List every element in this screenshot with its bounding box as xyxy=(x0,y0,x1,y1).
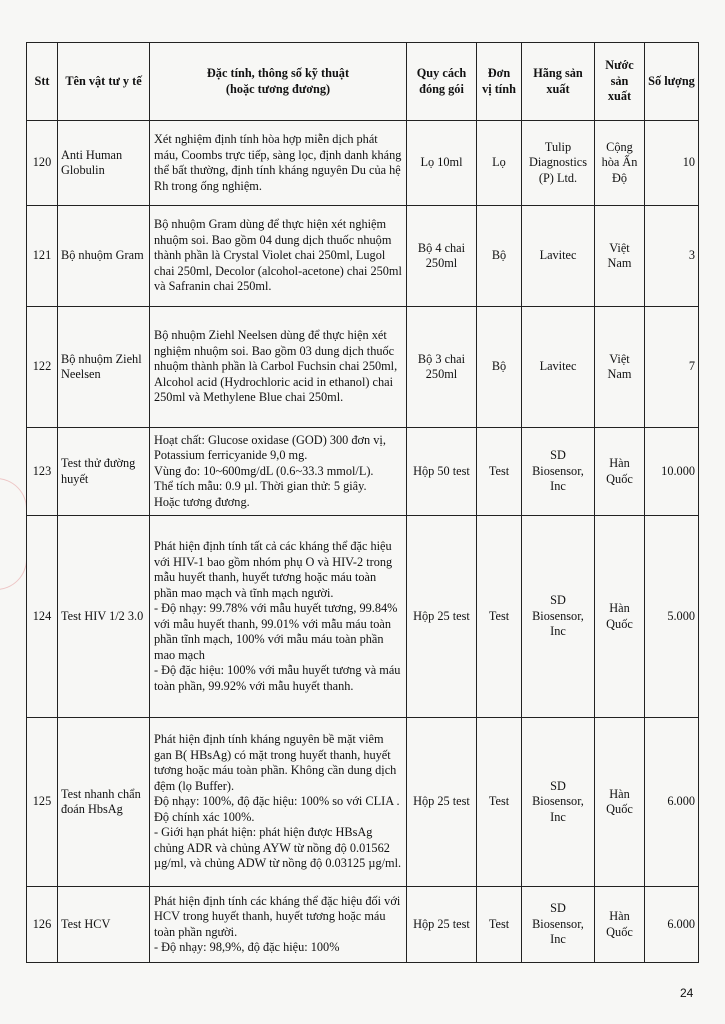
row-maker: Lavitec xyxy=(522,307,595,428)
spec-line: Xét nghiệm định tính hòa hợp miễn dịch phát máu, Coombs trực tiếp, sàng lọc, định danh kháng thể bất thường, định tính kháng nguyên Du của hệ Rh trong ống nghiệm. xyxy=(154,132,402,193)
row-maker: SD Biosensor, Inc xyxy=(522,428,595,516)
spec-line: Phát hiện định tính các kháng thể đặc hiệu đối với HCV trong huyết thanh, huyết tương hoặc máu toàn phần người. xyxy=(154,893,401,939)
row-item-name: Bộ nhuộm Ziehl Neelsen xyxy=(58,307,150,428)
row-country: Hàn Quốc xyxy=(595,718,645,887)
row-maker: Lavitec xyxy=(522,206,595,307)
row-item-name: Test thử đường huyết xyxy=(58,428,150,516)
spec-line: Hoặc tương đương. xyxy=(154,494,250,509)
row-spec xyxy=(150,516,407,718)
table-row xyxy=(27,428,699,516)
row-maker: SD Biosensor, Inc xyxy=(522,887,595,963)
row-qty: 3 xyxy=(645,206,699,307)
red-stamp-mark xyxy=(0,478,27,590)
row-maker: SD Biosensor, Inc xyxy=(522,516,595,718)
row-stt: 123 xyxy=(27,428,58,516)
page-number: 24 xyxy=(680,986,694,1000)
row-qty: 10.000 xyxy=(645,428,699,516)
row-stt: 120 xyxy=(27,121,58,206)
row-spec xyxy=(150,121,407,206)
table-row xyxy=(27,206,699,307)
row-country: Cộng hòa Ấn Độ xyxy=(595,121,645,206)
row-unit: Test xyxy=(477,718,522,887)
row-qty: 7 xyxy=(645,307,699,428)
row-pack: Lọ 10ml xyxy=(407,121,477,206)
spec-line: Vùng đo: 10~600mg/dL (0.6~33.3 mmol/L). xyxy=(154,463,374,478)
header-name: Tên vật tư y tế xyxy=(58,43,150,121)
spec-line: Hoạt chất: Glucose oxidase (GOD) 300 đơn vị, Potassium ferricyanide 9,0 mg. xyxy=(154,432,386,463)
row-unit: Test xyxy=(477,516,522,718)
spec-line: - Độ đặc hiệu: 100% với mẫu huyết tương và máu toàn phần, 99.92% với mẫu huyết thanh. xyxy=(154,663,401,693)
row-country: Việt Nam xyxy=(595,206,645,307)
row-item-name: Test nhanh chẩn đoán HbsAg xyxy=(58,718,150,887)
table-row xyxy=(27,516,699,718)
row-spec xyxy=(150,307,407,428)
row-pack: Hộp 25 test xyxy=(407,887,477,963)
row-maker: Tulip Diagnostics (P) Ltd. xyxy=(522,121,595,206)
row-spec xyxy=(150,887,407,963)
table-row xyxy=(27,307,699,428)
row-country: Việt Nam xyxy=(595,307,645,428)
row-unit: Test xyxy=(477,887,522,963)
row-pack: Bộ 4 chai 250ml xyxy=(407,206,477,307)
row-qty: 5.000 xyxy=(645,516,699,718)
row-stt: 121 xyxy=(27,206,58,307)
row-stt: 122 xyxy=(27,307,58,428)
row-qty: 10 xyxy=(645,121,699,206)
row-qty: 6.000 xyxy=(645,887,699,963)
row-country: Hàn Quốc xyxy=(595,887,645,963)
row-stt: 125 xyxy=(27,718,58,887)
spec-line: Bộ nhuộm Gram dùng để thực hiện xét nghiệm nhuộm soi. Bao gồm 04 dung dịch thuốc nhuộm thành phần là Crystal Violet chai 250ml, Lugol chai 250ml, Decolor (alcohol-acetone) chai 250ml và Safranin chai 250ml. xyxy=(154,217,402,294)
table-row xyxy=(27,887,699,963)
row-item-name: Bộ nhuộm Gram xyxy=(58,206,150,307)
header-unit: Đơn vị tính xyxy=(477,43,522,121)
row-stt: 124 xyxy=(27,516,58,718)
spec-line: - Giới hạn phát hiện: phát hiện được HBsAg chủng ADR và chủng AYW từ nồng độ 0.01562 µg/ml, và chủng ADW từ nồng độ 0.03125 µg/ml. xyxy=(154,825,402,871)
header-stt: Stt xyxy=(27,43,58,121)
row-country: Hàn Quốc xyxy=(595,428,645,516)
row-pack: Bộ 3 chai 250ml xyxy=(407,307,477,428)
table-header-row xyxy=(27,43,699,121)
row-unit: Test xyxy=(477,428,522,516)
spec-line: Bộ nhuộm Ziehl Neelsen dùng để thực hiện xét nghiệm nhuộm soi. Bao gồm 03 dung dịch thuốc nhuộm thành phần là Carbol Fuchsin chai 250ml, Alcohol acid (Hydrochloric acid in ethanol) chai 250ml và Methylene Blue chai 250ml. xyxy=(154,328,398,405)
header-spec: Đặc tính, thông số kỹ thuật (hoặc tương đương) xyxy=(150,43,407,121)
spec-line: Phát hiện định tính kháng nguyên bề mặt viêm gan B( HBsAg) có mặt trong huyết thanh, huyết tương hoặc máu toàn phần. Không cần dung dịch đệm (lọ Buffer). xyxy=(154,732,397,793)
row-item-name: Anti Human Globulin xyxy=(58,121,150,206)
row-spec xyxy=(150,206,407,307)
header-country: Nước sản xuất xyxy=(595,43,645,121)
spec-line: Thể tích mẫu: 0.9 µl. Thời gian thử: 5 giây. xyxy=(154,479,367,494)
row-pack: Hộp 25 test xyxy=(407,516,477,718)
row-maker: SD Biosensor, Inc xyxy=(522,718,595,887)
spec-line: - Độ nhạy: 98,9%, độ đặc hiệu: 100% xyxy=(154,940,340,954)
row-unit: Lọ xyxy=(477,121,522,206)
row-unit: Bộ xyxy=(477,206,522,307)
spec-line: Phát hiện định tính tất cả các kháng thể đặc hiệu với HIV-1 bao gồm nhóm phụ O và HIV-2 trong mẫu huyết thanh, huyết tương hoặc máu toàn phần mao mạch và tĩnh mạch người. xyxy=(154,539,393,600)
row-qty: 6.000 xyxy=(645,718,699,887)
row-stt: 126 xyxy=(27,887,58,963)
supplies-table xyxy=(26,42,699,963)
row-pack: Hộp 50 test xyxy=(407,428,477,516)
row-item-name: Test HIV 1/2 3.0 xyxy=(58,516,150,718)
table-row xyxy=(27,121,699,206)
spec-line: Độ nhạy: 100%, độ đặc hiệu: 100% so với CLIA . Độ chính xác 100%. xyxy=(154,794,400,824)
row-item-name: Test HCV xyxy=(58,887,150,963)
header-qty: Số lượng xyxy=(645,43,699,121)
row-pack: Hộp 25 test xyxy=(407,718,477,887)
row-unit: Bộ xyxy=(477,307,522,428)
table-row xyxy=(27,718,699,887)
row-spec xyxy=(150,718,407,887)
header-maker: Hãng sản xuất xyxy=(522,43,595,121)
spec-line: - Độ nhạy: 99.78% với mẫu huyết tương, 99.84% với mẫu huyết thanh, 99.01% với mẫu máu toàn phần tĩnh mạch, 100% với mẫu máu toàn phần mao mạch xyxy=(154,601,398,662)
row-spec xyxy=(150,428,407,516)
row-country: Hàn Quốc xyxy=(595,516,645,718)
header-pack: Quy cách đóng gói xyxy=(407,43,477,121)
